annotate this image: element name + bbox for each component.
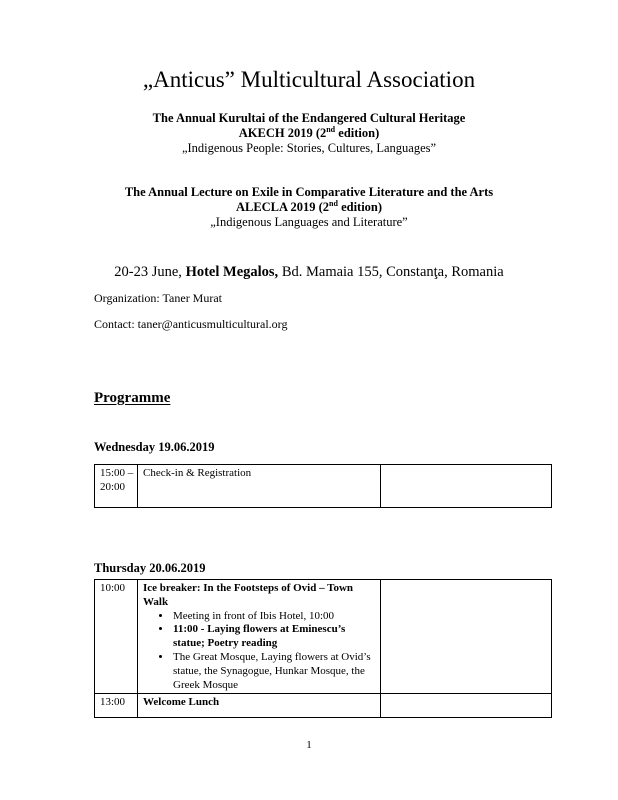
- venue-address: Bd. Mamaia 155, Constanţa, Romania: [278, 264, 504, 280]
- event-alecla-edition-prefix: ALECLA 2019 (2: [235, 200, 330, 214]
- event-akech-edition-suffix: edition): [335, 126, 380, 140]
- venue-hotel: Hotel Megalos,: [185, 264, 279, 280]
- time-line: 20:00: [100, 480, 126, 493]
- event-akech-name: The Annual Kurultai of the Endangered Cultural Heritage: [152, 111, 466, 125]
- activity-cell: Check-in & Registration: [138, 465, 381, 508]
- event-akech-theme: „Indigenous People: Stories, Cultures, Languages”: [181, 141, 437, 155]
- event-akech-edition-prefix: AKECH 2019 (2: [238, 126, 327, 140]
- page-number: 1: [306, 739, 312, 751]
- event-akech-block: [0, 111, 618, 156]
- table-row: [95, 580, 552, 694]
- activity-title: Ice breaker: In the Footsteps of Ovid – Town Walk: [143, 582, 354, 608]
- event-alecla-edition-suffix: edition): [337, 200, 383, 214]
- time-line: 10:00: [100, 582, 126, 594]
- table-row: [95, 465, 552, 508]
- document-title: „Anticus” Multicultural Association: [142, 67, 476, 92]
- activity-cell: Welcome Lunch: [138, 694, 381, 718]
- event-alecla-edition: [0, 200, 618, 215]
- time-line: 15:00 –: [100, 467, 134, 479]
- schedule-table-thursday: [94, 579, 552, 718]
- event-akech-edition: [0, 126, 618, 141]
- time-cell: [95, 694, 138, 718]
- event-alecla-block: [0, 185, 618, 230]
- bullet-list: [143, 610, 375, 693]
- bullet-item: • The Great Mosque, Laying flowers at Ovid’s statue, the Synagogue, Hunkar Mosque, the Greek Mosque: [172, 651, 375, 692]
- venue-dates: 20-23 June,: [114, 264, 186, 280]
- event-alecla-theme: „Indigenous Languages and Literature”: [210, 215, 408, 229]
- schedule-table-wednesday: [94, 464, 552, 508]
- programme-heading: Programme: [94, 390, 171, 406]
- venue-line: [0, 263, 618, 281]
- organization-line: Organization: Taner Murat: [94, 291, 223, 305]
- time-cell: [95, 465, 138, 508]
- bullet-item: • 11:00 - Laying flowers at Eminescu’s statue; Poetry reading: [172, 623, 375, 651]
- contact-line: Contact: taner@anticusmulticultural.org: [94, 317, 288, 331]
- event-alecla-edition-sup: nd: [329, 198, 338, 208]
- day-heading-thursday: Thursday 20.06.2019: [94, 561, 206, 575]
- time-cell: [95, 580, 138, 694]
- bullet-item: • Meeting in front of Ibis Hotel, 10:00: [172, 610, 375, 624]
- activity-cell: [138, 580, 381, 694]
- notes-cell: [381, 694, 552, 718]
- event-alecla-name: The Annual Lecture on Exile in Comparative Literature and the Arts: [124, 185, 494, 199]
- event-akech-edition-sup: nd: [326, 124, 336, 134]
- notes-cell: [381, 465, 552, 508]
- notes-cell: [381, 580, 552, 694]
- table-row: [95, 694, 552, 718]
- time-line: 13:00: [100, 696, 126, 709]
- day-heading-wednesday: Wednesday 19.06.2019: [94, 440, 215, 454]
